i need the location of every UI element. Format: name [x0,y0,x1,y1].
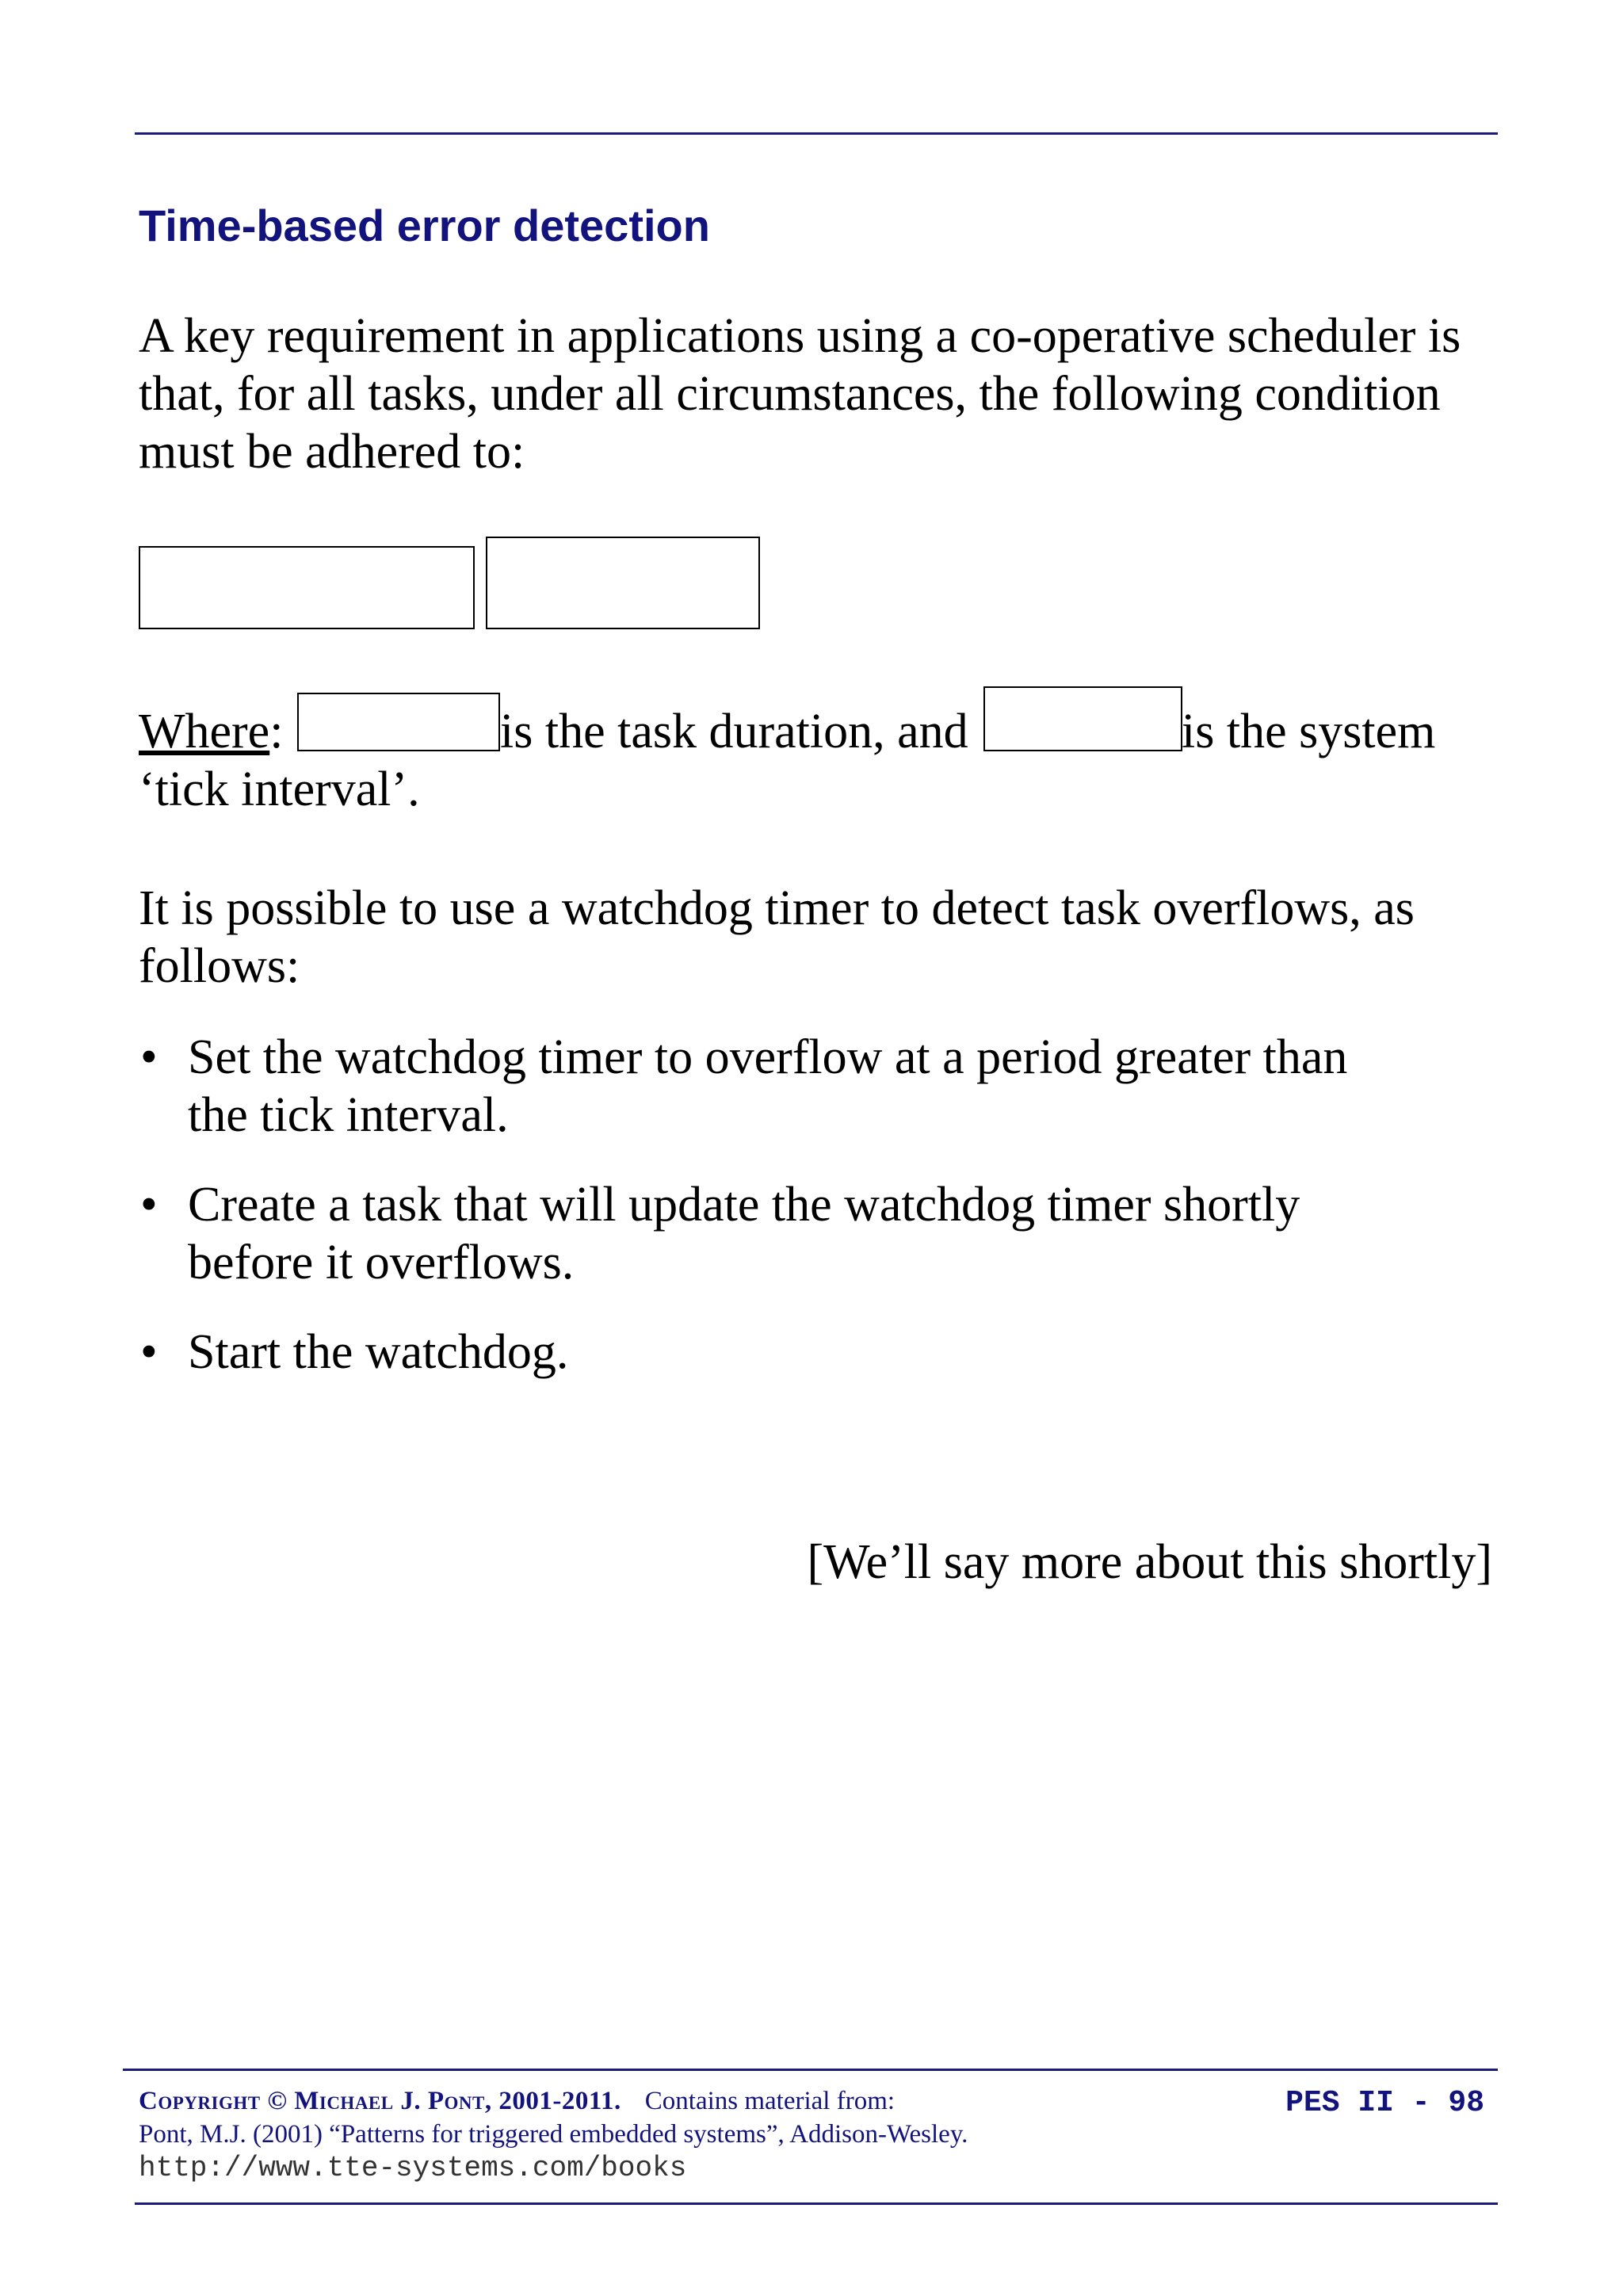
list-item-text: Create a task that will update the watchdog timer shortly before it overflows. [188,1178,1300,1289]
bullet-list [139,1029,1407,1413]
list-item-text: Set the watchdog timer to overflow at a period greater than the tick interval. [188,1030,1348,1142]
page-title: Time-based error detection [139,201,710,250]
where-text-1: is the task duration, and [500,705,968,758]
list-item [139,1029,1407,1144]
where-word: Where [139,705,270,758]
page-number: PES II - 98 [1285,2086,1484,2120]
bullet-icon: • [140,1178,158,1232]
footer [139,2084,1486,2186]
where-text-2: is the system [1182,705,1436,758]
list-item [139,1176,1407,1292]
list-item [139,1324,1407,1381]
closing-note: [We’ll say more about this shortly] [807,1535,1492,1589]
contains-text: Contains material from: [644,2087,896,2115]
tick-interval-symbol-box [983,686,1182,751]
bullet-icon: • [140,1325,158,1379]
where-label [139,703,283,761]
reference-text: Pont, M.J. (2001) “Patterns for triggered embedded systems”, Addison-Wesley. [139,2120,968,2149]
task-duration-symbol-box [297,693,500,751]
where-text-3: ‘tick interval’. [139,762,420,816]
equation-box-right [486,537,760,629]
footer-rule-bottom [135,2202,1498,2205]
watchdog-paragraph: It is possible to use a watchdog timer to detect task overflows, as follows: [139,881,1415,993]
url-text: http://www.tte-systems.com/books [139,2152,687,2184]
where-colon: : [269,705,284,758]
intro-paragraph: A key requirement in applications using a co-operative scheduler is that, for all tasks, under all circumstances, the following condition must be adhered to: [139,309,1461,479]
equation-box-left [139,546,475,629]
copyright-text: Copyright © Michael J. Pont, 2001-2011. [139,2087,621,2115]
list-item-text: Start the watchdog. [188,1325,569,1379]
footer-rule-top [123,2069,1498,2071]
footer-copyright-line [139,2084,1486,2118]
bullet-icon: • [140,1030,158,1084]
header-rule [135,132,1498,135]
